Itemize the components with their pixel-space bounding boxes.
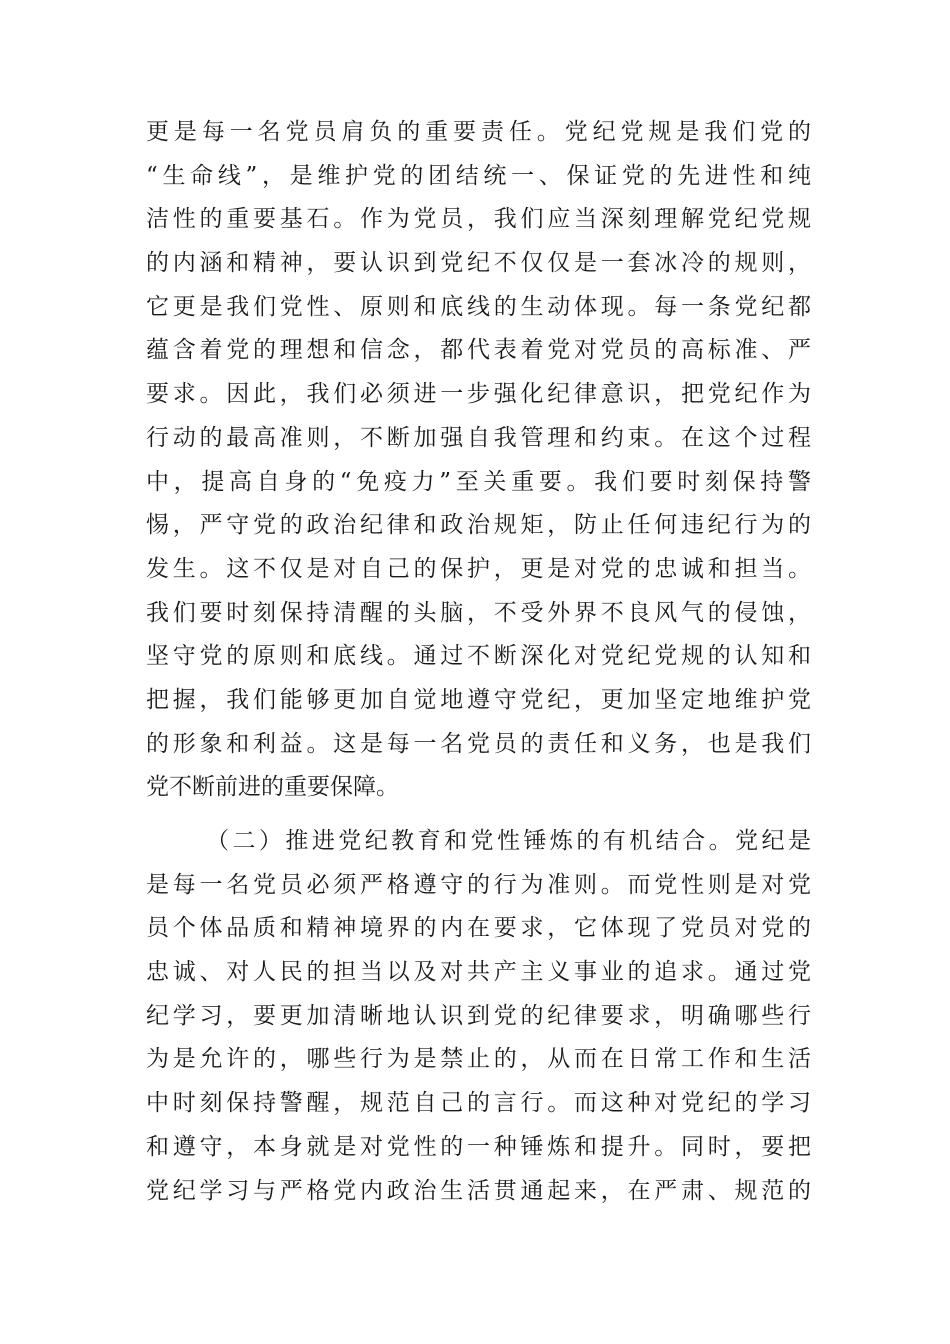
paragraph xyxy=(146,820,811,1213)
text-line: 党不断前进的重要保障。 xyxy=(146,774,399,801)
text-line: （二）推进党纪教育和党性锤炼的有机结合。党纪是 xyxy=(206,828,811,854)
text-line: 更是每一名党员肩负的重要责任。党纪党规是我们党的 xyxy=(146,119,811,145)
text-line: 中，提高自身的“免疫力”至关重要。我们要时刻保持警 xyxy=(146,468,811,495)
text-line: 党纪学习与严格党内政治生活贯通起来，在严肃、规范的 xyxy=(146,1177,811,1204)
document-body xyxy=(146,111,811,1213)
text-line: 惕，严守党的政治纪律和政治规矩，防止任何违纪行为的 xyxy=(146,512,811,539)
text-line: 发生。这不仅是对自己的保护，更是对党的忠诚和担当。 xyxy=(146,555,811,582)
text-line: 要求。因此，我们必须进一步强化纪律意识，把党纪作为 xyxy=(146,381,811,408)
text-line: 员个体品质和精神境界的内在要求，它体现了党员对党的 xyxy=(146,915,811,942)
text-line: “生命线”，是维护党的团结统一、保证党的先进性和纯 xyxy=(146,162,811,189)
text-line: 是每一名党员必须严格遵守的行为准则。而党性则是对党 xyxy=(146,871,811,898)
text-line: 的内涵和精神，要认识到党纪不仅仅是一套冰冷的规则， xyxy=(146,250,811,277)
text-line: 行动的最高准则，不断加强自我管理和约束。在这个过程 xyxy=(146,424,811,451)
text-line: 蕴含着党的理想和信念，都代表着党对党员的高标准、严 xyxy=(146,337,811,364)
paragraph-spacing xyxy=(146,810,811,820)
paragraph xyxy=(146,111,811,810)
text-line: 忠诚、对人民的担当以及对共产主义事业的追求。通过党 xyxy=(146,959,811,986)
text-line: 的形象和利益。这是每一名党员的责任和义务，也是我们 xyxy=(146,730,811,757)
text-line: 洁性的重要基石。作为党员，我们应当深刻理解党纪党规 xyxy=(146,206,811,233)
text-line: 把握，我们能够更加自觉地遵守党纪，更加坚定地维护党 xyxy=(146,686,811,713)
text-line: 它更是我们党性、原则和底线的生动体现。每一条党纪都 xyxy=(146,293,811,320)
text-line: 中时刻保持警醒，规范自己的言行。而这种对党纪的学习 xyxy=(146,1090,811,1117)
text-line: 为是允许的，哪些行为是禁止的，从而在日常工作和生活 xyxy=(146,1046,811,1073)
text-line: 我们要时刻保持清醒的头脑，不受外界不良风气的侵蚀， xyxy=(146,599,811,626)
text-line: 坚守党的原则和底线。通过不断深化对党纪党规的认知和 xyxy=(146,643,811,670)
text-line: 和遵守，本身就是对党性的一种锤炼和提升。同时，要把 xyxy=(146,1133,811,1160)
text-line: 纪学习，要更加清晰地认识到党的纪律要求，明确哪些行 xyxy=(146,1002,811,1029)
